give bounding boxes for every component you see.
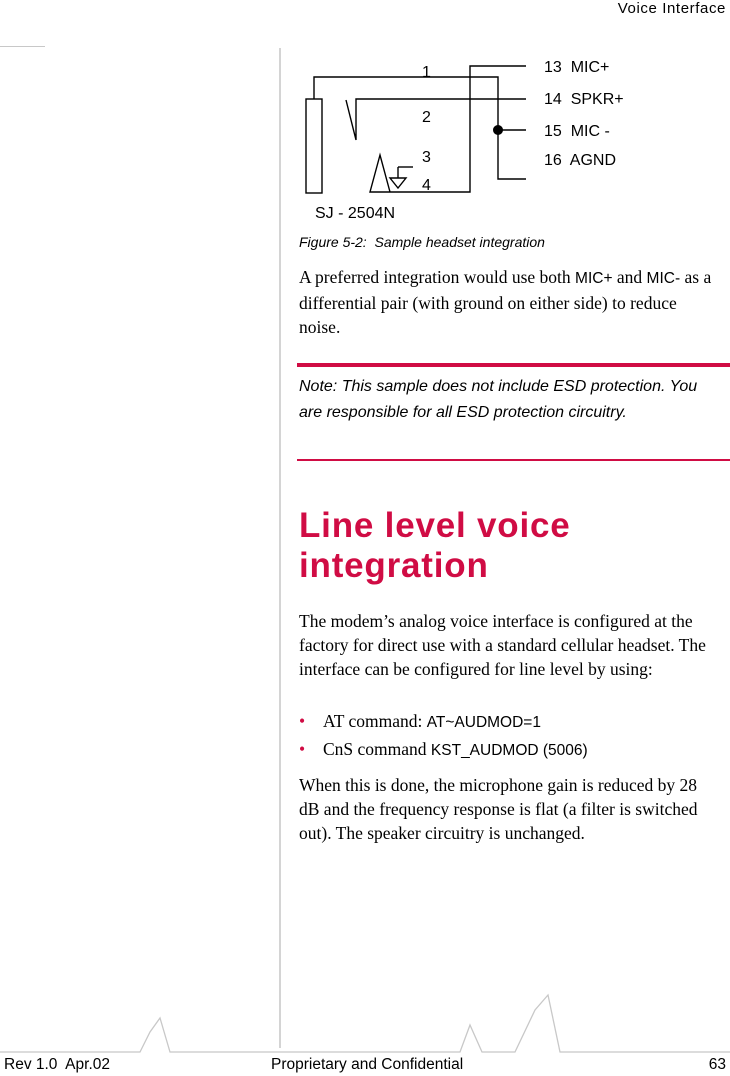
figure-caption: Figure 5-2: Sample headset integration [299,234,545,250]
bullet-dot: • [299,739,306,759]
header-rule [0,46,45,47]
ground-symbol [390,178,406,188]
pin-15-label: 15 MIC - [544,123,610,140]
footer-confidential: Proprietary and Confidential [271,1056,464,1073]
esd-note: Note: This sample does not include ESD protection. You are responsible for all ESD protection circuitry. [299,378,698,421]
paragraph-gain-result: When this is done, the microphone gain is reduced by 28 dB and the frequency response is flat (a filter is switched out). The speaker circuitry is unchanged. [299,775,698,843]
pin-13-label: 13 MIC+ [544,59,610,76]
note-top-rule [297,363,730,367]
keyword-at-command: AT~AUDMOD=1 [426,714,541,731]
list-item: • AT command: AT~AUDMOD=1 [299,711,541,731]
keyword-mic-minus: MIC- [646,270,681,287]
page-header-title: Voice Interface [617,0,726,17]
footer-waveform [0,990,730,1060]
pin-16-label: 16 AGND [544,152,617,169]
section-title: Line level voice integration [299,506,571,585]
headset-schematic [298,50,678,225]
pin-1-label: 1 [422,64,431,81]
list-item: • CnS command KST_AUDMOD (5006) [299,739,588,759]
jack-body [306,99,322,193]
bullet-dot: • [299,711,306,731]
pin-2-label: 2 [422,109,431,126]
pin-4-label: 4 [422,177,431,194]
keyword-mic-plus: MIC+ [575,270,613,287]
note-bottom-rule [297,459,730,461]
page-number: 63 [708,1056,726,1073]
junction-dot [493,125,503,135]
pin-3-label: 3 [422,149,431,166]
footer-revision: Rev 1.0 Apr.02 [4,1056,110,1073]
paragraph-analog-interface: The modem’s analog voice interface is configured at the factory for direct use with a standard cellular headset. The interface can be configured for line level by using: [299,611,706,679]
paragraph-preferred-integration: A preferred integration would use both MIC+ and MIC- as a differential pair (with ground on either side) to reduce noise. [299,267,712,337]
column-divider [279,48,281,1048]
pin-14-label: 14 SPKR+ [544,91,624,108]
keyword-cns-command: KST_AUDMOD (5006) [430,742,588,759]
jack-label: SJ - 2504N [315,205,396,222]
